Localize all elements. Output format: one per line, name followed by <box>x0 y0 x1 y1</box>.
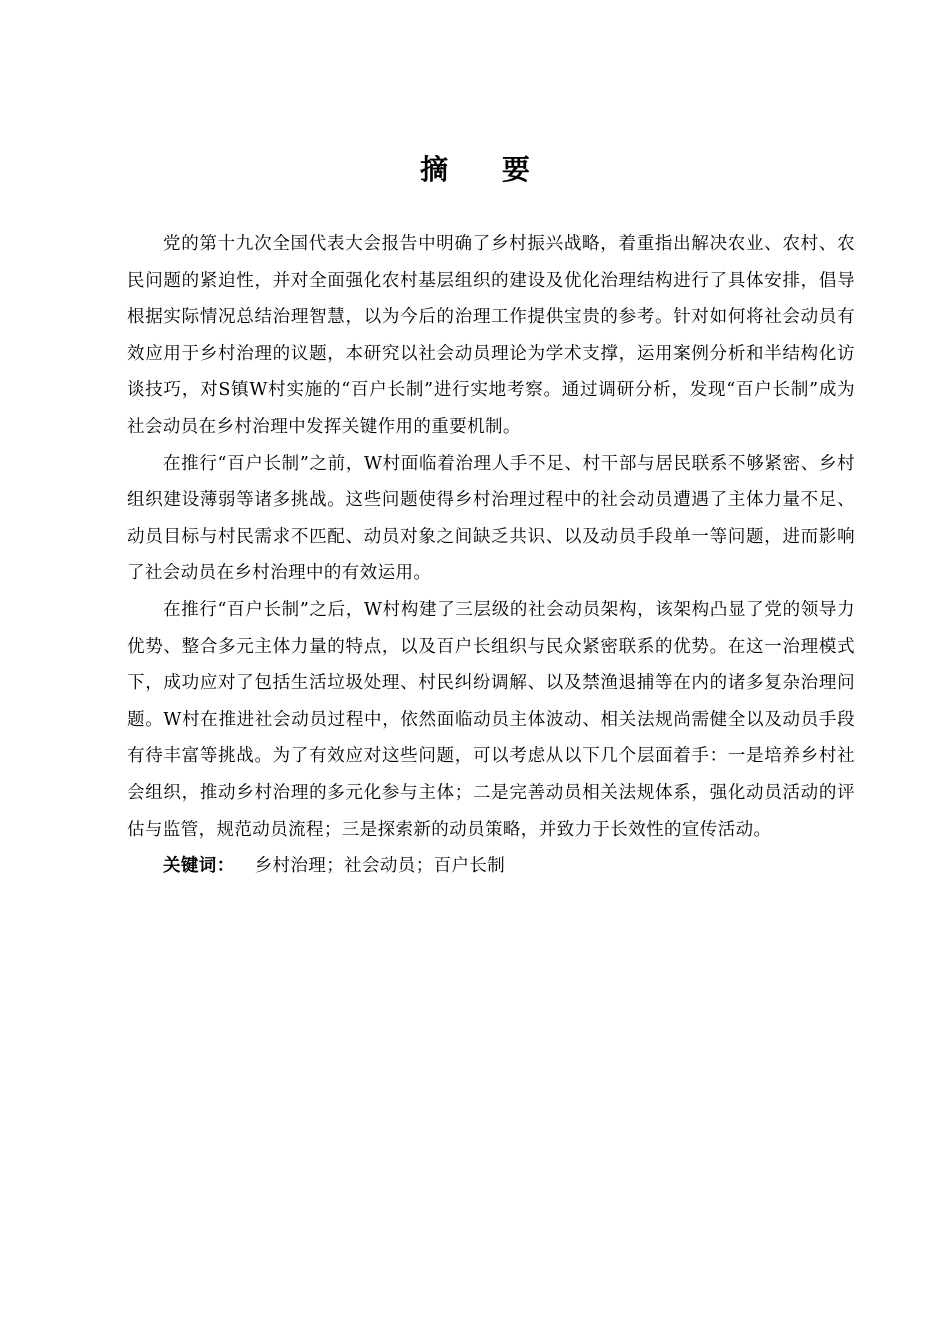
abstract-body <box>127 226 855 885</box>
abstract-paragraph-1: 党的第十九次全国代表大会报告中明确了乡村振兴战略，着重指出解决农业、农村、农民问题的紧迫性，并对全面强化农村基层组织的建设及优化治理结构进行了具体安排，倡导根据实际情况总结治理智慧，以为今后的治理工作提供宝贵的参考。针对如何将社会动员有效应用于乡村治理的议题，本研究以社会动员理论为学术支撑，运用案例分析和半结构化访谈技巧，对S镇W村实施的“百户长制”进行实地考察。通过调研分析，发现“百户长制”成为社会动员在乡村治理中发挥关键作用的重要机制。 <box>127 234 855 437</box>
keywords-line <box>127 848 855 885</box>
abstract-title: 摘 要 <box>420 153 552 186</box>
keywords-value: 乡村治理；社会动员；百户长制 <box>254 856 506 877</box>
keywords-label: 关键词： <box>163 856 235 877</box>
abstract-paragraph-3: 在推行“百户长制”之后，W村构建了三层级的社会动员架构，该架构凸显了党的领导力优势、整合多元主体力量的特点，以及百户长组织与民众紧密联系的优势。在这一治理模式下，成功应对了包括生活垃圾处理、村民纠纷调解、以及禁渔退捕等在内的诸多复杂治理问题。W村在推进社会动员过程中，依然面临动员主体波动、相关法规尚需健全以及动员手段有待丰富等挑战。为了有效应对这些问题，可以考虑从以下几个层面着手：一是培养乡村社会组织，推动乡村治理的多元化参与主体；二是完善动员相关法规体系，强化动员活动的评估与监管，规范动员流程；三是探索新的动员策略，并致力于长效性的宣传活动。 <box>127 599 855 840</box>
abstract-paragraph-2: 在推行“百户长制”之前，W村面临着治理人手不足、村干部与居民联系不够紧密、乡村组织建设薄弱等诸多挑战。这些问题使得乡村治理过程中的社会动员遭遇了主体力量不足、动员目标与村民需求不匹配、动员对象之间缺乏共识、以及动员手段单一等问题，进而影响了社会动员在乡村治理中的有效运用。 <box>127 453 855 584</box>
